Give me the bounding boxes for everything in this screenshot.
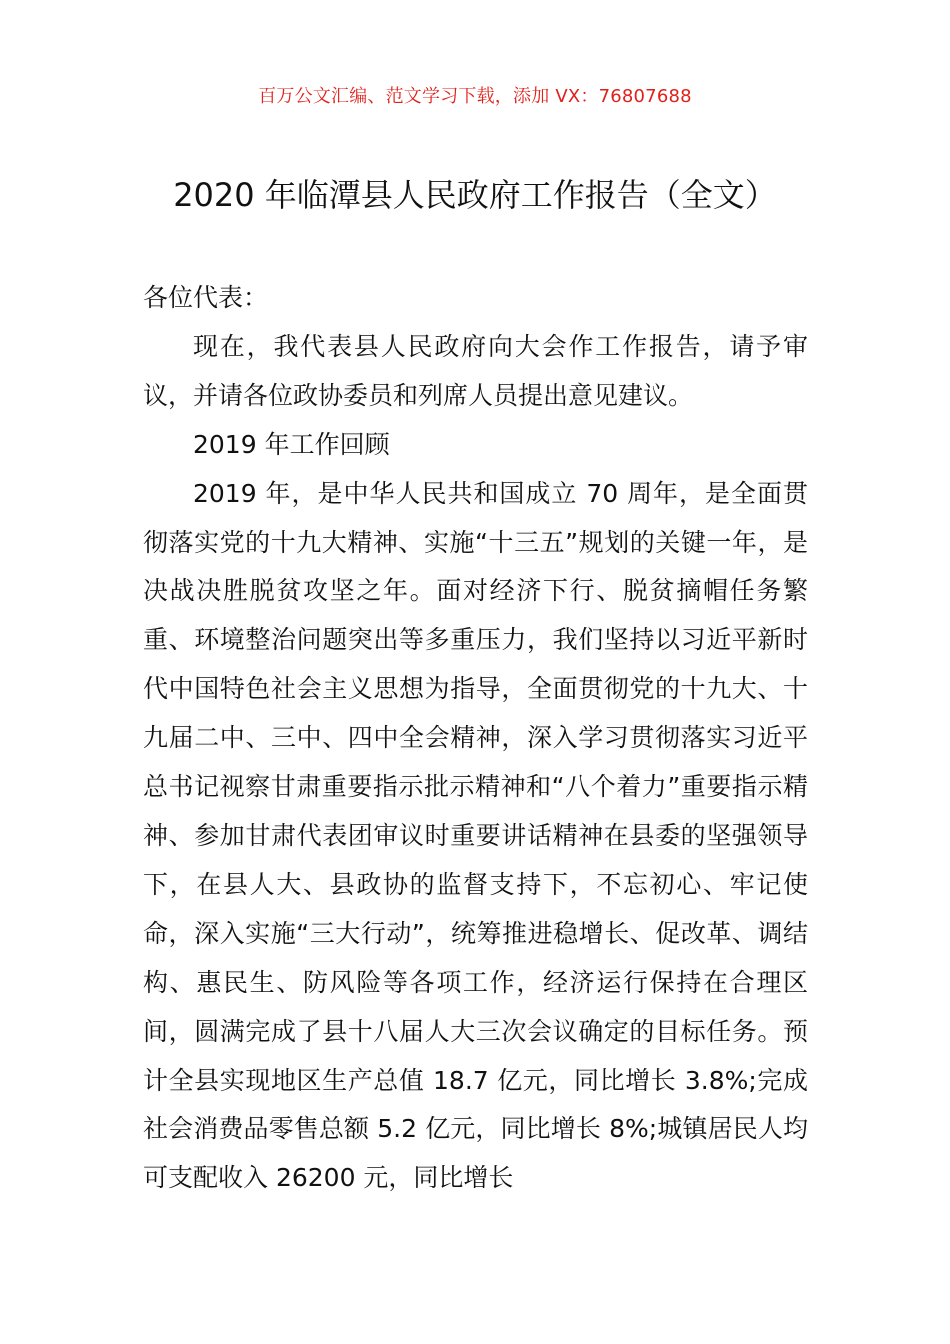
document-title: 2020 年临潭县人民政府工作报告（全文） bbox=[173, 176, 777, 214]
section-heading: 2019 年工作回顾 bbox=[193, 429, 390, 459]
salutation: 各位代表： bbox=[143, 283, 269, 312]
opening-paragraph: 现在，我代表县人民政府向大会作工作报告，请予审议，并请各位政协委员和列席人员提出意见建议。 bbox=[143, 331, 808, 410]
document-body bbox=[143, 274, 808, 1203]
watermark-header: 百万公文汇编、范文学习下载，添加 VX：76807688 bbox=[258, 86, 692, 107]
review-paragraph: 2019 年，是中华人民共和国成立 70 周年，是全面贯彻落实党的十九大精神、实施“十三五”规划的关键一年，是决战决胜脱贫攻坚之年。面对经济下行、脱贫摘帽任务繁重、环境整治问题突出等多重压力，我们坚持以习近平新时代中国特色社会主义思想为指导，全面贯彻党的十九大、十九届二中、三中、四中全会精神，深入学习贯彻落实习近平总书记视察甘肃重要指示批示精神和“八个着力”重要指示精神、参加甘肃代表团审议时重要讲话精神在县委的坚强领导下，在县人大、县政协的监督支持下，不忘初心、牢记使命，深入实施“三大行动”，统筹推进稳增长、促改革、调结构、惠民生、防风险等各项工作，经济运行保持在合理区间，圆满完成了县十八届人大三次会议确定的目标任务。预计全县实现地区生产总值 18.7 亿元，同比增长 3.8%;完成社会消费品零售总额 5.2 亿元，同比增长 8%;城镇居民人均可支配收入 26200 元，同比增长 bbox=[143, 478, 808, 1193]
